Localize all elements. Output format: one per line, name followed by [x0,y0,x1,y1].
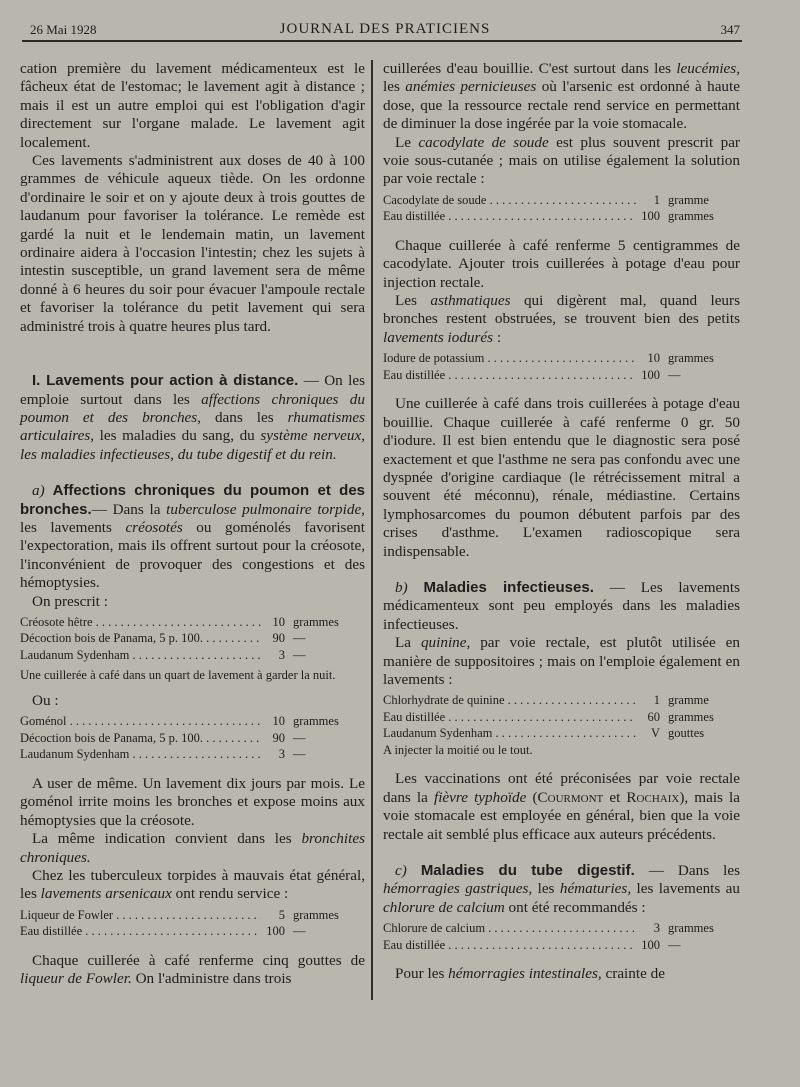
table-row: Eau distillée . . . 100 — [383,937,740,954]
prescription-note: Une cuillerée à café dans un quart de lavement à garder la nuit. [20,668,336,683]
table-row: Décoction bois de Panama, 5 p. 100. . . . 90 — [20,630,365,647]
paragraph: cuillerées d'eau bouillie. C'est surtout dans les leucémies, les anémies pernicieuses où l'arsenic est ordonné à haute dose, que la ressource rectale rend service en permettant de diminuer la dose ingérée par la voie stomacale. [383,60,740,133]
table-row: Eau distillée . . . 100 — [383,367,740,384]
prescription-table [383,920,740,953]
subsection-heading: Affections chroniques du poumon et des bronches. [20,482,366,518]
paragraph: Le cacodylate de soude est plus souvent prescrit par voie sous-cutanée ; mais on utilise également la solution par voie rectale : [383,133,740,188]
prescription-table [383,192,740,225]
subsection-a: a) Affections chroniques du poumon et des bronches.— Dans la tuberculose pulmonaire torpide, les lavements créosotés ou goménolés favorisent l'expectoration, mais ils offrent surtout pour la créosote, l'inconvénient de provoquer des congestions et des hémoptysies. [20,482,366,592]
header-rule [22,40,742,42]
table-row: Iodure de potassium . . . 10 grammes [383,350,740,367]
page-header [30,18,740,40]
paragraph: Chaque cuillerée à café renferme 5 centigrammes de cacodylate. Ajouter trois cuillerées à potage d'eau pour injection rectale. [383,236,740,291]
paragraph: Une cuillerée à café dans trois cuillerées à potage d'eau bouillie. Chaque cuillerée à café renferme 0 gr. 50 d'iodure. Il est bien entendu que le diagnostic sera posé exactement et que l'asthme ne sera pas confondu avec une dyspnée d'origine cardiaque (le rétrécissement mitral a souvent été méconnu), rénale, médiastine. Certains lymphosarcomes du poumon débutent parfois par des crises d'asthme. L'examen radioscopique sera indispensable. [383,395,740,560]
table-row: Laudanum Sydenham . . . V gouttes [383,725,740,742]
paragraph: La même indication convient dans les bronchites chroniques. [20,830,365,866]
section-intro: I. Lavements pour action à distance. — On les emploie surtout dans les affections chroniques du poumon et des bronches, dans les rhumatismes articulaires, les maladies du sang, du système nerveux, les maladies infectieuses, du tube digestif et du rein. [20,372,366,463]
paragraph: A user de même. Un lavement dix jours par mois. Le goménol irrite moins les bronches et expose moins aux hémoptysies que la créosote. [20,774,365,829]
table-row: Eau distillée . . . 60 grammes [383,709,740,726]
table-row: Liqueur de Fowler . . . 5 grammes [20,907,365,924]
journal-title: JOURNAL DES PRATICIENS [279,21,491,37]
right-column [383,60,740,984]
prescription-note: A injecter la moitié ou le tout. [383,742,533,757]
table-row: Eau distillée . . . 100 grammes [383,208,740,225]
table-row: Goménol . . . 10 grammes [20,713,365,730]
table-row: Créosote hêtre . . . 10 grammes [20,614,365,631]
paragraph: Ou : [32,691,59,709]
paragraph: La quinine, par voie rectale, est plutôt utilisée en manière de suppositoires ; mais on l'emploie également en lavements : [383,634,740,688]
prescription-table [20,614,365,664]
paragraph: Ces lavements s'administrent aux doses de 40 à 100 grammes de véhicule aqueux tiède. On les ordonne d'ordinaire le soir et on y ajoute deux à trois gouttes de laudanum pour favoriser la tolérance. Le remède est gardé la nuit et le lendemain matin, un lavement ordinaire aidera à l'occasion l'intestin; chez les sujets à intestin susceptible, un grand lavement sera de même donné à 6 heures du soir pour évacuer l'ampoule rectale et favoriser la tolérance du petit lavement qui sera administré trois à quatre heures plus tard. [20,152,365,335]
paragraph: Pour les hémorragies intestinales, crainte de [395,965,665,983]
subsection-c: c) Maladies du tube digestif. — Dans les hémorragies gastriques, les hématuries, les lavements au chlorure de calcium ont été recommandés : [383,862,741,916]
paragraph: Les asthmatiques qui digèrent mal, quand leurs bronches restent obstruées, se trouvent bien des petits lavements iodurés : [383,292,740,346]
subsection-b: b) Maladies infectieuses. — Les lavements médicamenteux sont peu employés dans les maladies infectieuses. [383,578,740,633]
table-row: Chlorhydrate de quinine . . . 1 gramme [383,692,740,709]
prescription-table [383,692,740,758]
prescription-table [20,713,365,763]
column-divider [371,60,373,1000]
paragraph: Chaque cuillerée à café renferme cinq gouttes de liqueur de Fowler. On l'administre dans trois [20,951,365,988]
paragraph: Chez les tuberculeux torpides à mauvais état général, les lavements arsenicaux ont rendu service : [20,866,365,903]
table-row: Laudanum Sydenham . . . 3 — [20,746,365,763]
prescription-table [383,350,740,383]
paragraph: cation première du lavement médicamenteux est le fâcheux état de l'estomac; le lavement agit à distance ; mais il est un autre emploi qui est l'obligation d'agir directement sur l'organe malade. Le lavement agit localement. [20,60,365,151]
table-row: Chlorure de calcium . . . 3 grammes [383,920,740,937]
section-heading: I. Lavements pour action à distance. [32,372,299,390]
subsection-heading: Maladies du tube digestif. [420,862,635,879]
table-row: Eau distillée . . . 100 — [20,923,365,940]
table-row: Cacodylate de soude . . . 1 gramme [383,192,740,209]
prescription-table [20,907,365,940]
table-row: Laudanum Sydenham . . . 3 — [20,647,365,664]
subsection-heading: Maladies infectieuses. [423,578,594,596]
page-number: 347 [720,22,740,37]
table-row: Décoction bois de Panama, 5 p. 100. . . . 90 — [20,730,365,747]
paragraph: Les vaccinations ont été préconisées par voie rectale dans la fièvre typhoïde (Courmont et Rochaix), mais la voie stomacale est employée en général, bien que la voie rectale ait semblé plus efficace aux auteurs précédents. [383,770,740,843]
paragraph: On prescrit : [32,592,108,610]
issue-date: 26 Mai 1928 [30,22,97,37]
left-column [20,60,365,989]
